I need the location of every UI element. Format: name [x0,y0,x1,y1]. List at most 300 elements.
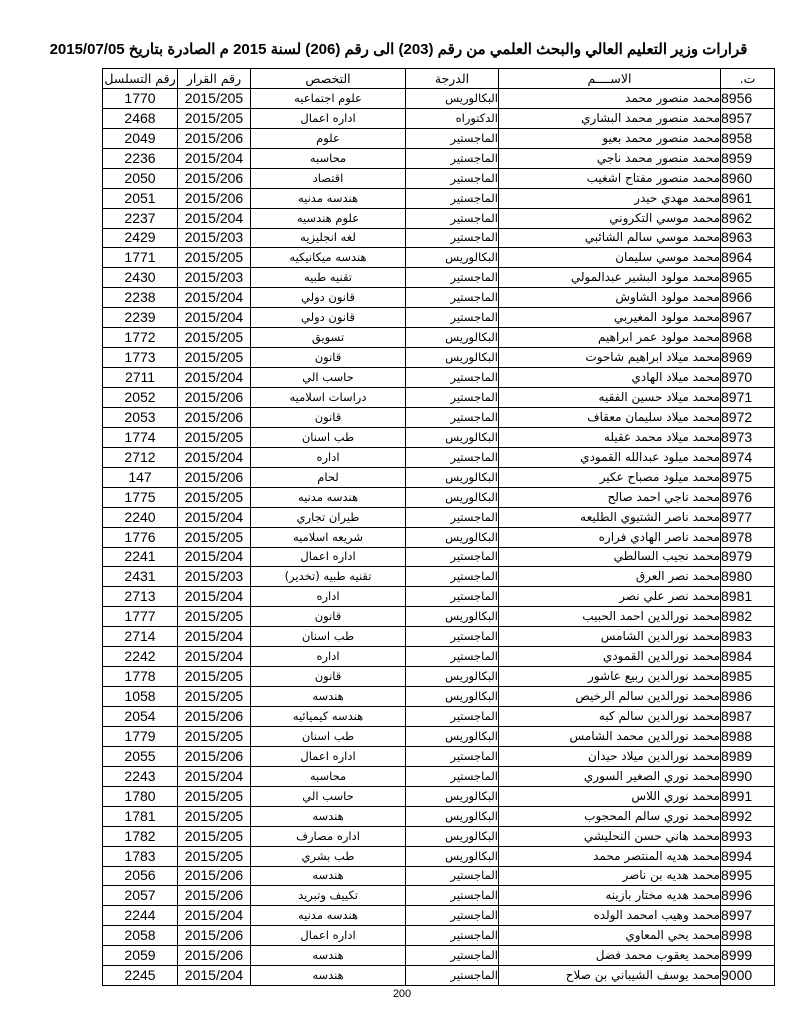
row-number-cell: 8969 [721,348,775,368]
row-number-cell: 8983 [721,627,775,647]
specialization-cell: هندسه [251,966,406,986]
table-row [103,308,775,328]
specialization-cell: تقنيه طبيه (تخدير) [251,567,406,587]
degree-cell: الماجستير [406,647,499,667]
specialization-cell: اداره اعمال [251,746,406,766]
person-name-cell: محمد منصور محمد بعيو [499,128,721,148]
decision-number-cell: 2015/205 [178,487,251,507]
decision-number-cell: 2015/204 [178,587,251,607]
decision-number-cell: 2015/205 [178,108,251,128]
decision-number-cell: 2015/205 [178,846,251,866]
serial-number-cell: 2057 [103,886,178,906]
person-name-cell: محمد يعقوب محمد فضل [499,946,721,966]
row-number-cell: 8966 [721,288,775,308]
person-name-cell: محمد منصور محمد البشاري [499,108,721,128]
specialization-cell: هندسه [251,946,406,966]
table-row [103,248,775,268]
person-name-cell: محمد نورالدين سالم كبه [499,707,721,727]
row-number-cell: 8984 [721,647,775,667]
degree-cell: البكالوريس [406,786,499,806]
degree-cell: الماجستير [406,926,499,946]
row-number-cell: 8977 [721,507,775,527]
row-number-cell: 8968 [721,328,775,348]
degree-cell: الماجستير [406,388,499,408]
serial-number-cell: 2712 [103,447,178,467]
row-number-cell: 8962 [721,208,775,228]
decision-number-cell: 2015/204 [178,148,251,168]
document-title: قرارات وزير التعليم العالي والبحث العلمي من رقم (203) الى رقم (206) لسنة 2015 م الصادرة بتاريخ 2015/07/05 [49,41,748,58]
degree-cell: الماجستير [406,866,499,886]
specialization-cell: لغه انجليزيه [251,228,406,248]
person-name-cell: محمد نوري اللاس [499,786,721,806]
person-name-cell: محمد نوري الصغير السوري [499,766,721,786]
header-name: الاســــم [499,69,721,89]
table-row [103,866,775,886]
header-specialization: التخصص [251,69,406,89]
specialization-cell: علوم هندسيه [251,208,406,228]
row-number-cell: 8999 [721,946,775,966]
person-name-cell: محمد نورالدين احمد الحبيب [499,607,721,627]
serial-number-cell: 2054 [103,707,178,727]
person-name-cell: محمد مولود عمر ابراهيم [499,328,721,348]
serial-number-cell: 2240 [103,507,178,527]
decision-number-cell: 2015/205 [178,607,251,627]
table-row [103,268,775,288]
table-row [103,507,775,527]
decision-number-cell: 2015/205 [178,786,251,806]
degree-cell: البكالوريس [406,846,499,866]
person-name-cell: محمد موسي سالم الشائبي [499,228,721,248]
serial-number-cell: 2245 [103,966,178,986]
decision-number-cell: 2015/204 [178,627,251,647]
row-number-cell: 8967 [721,308,775,328]
table-row [103,567,775,587]
decision-number-cell: 2015/206 [178,946,251,966]
decision-number-cell: 2015/206 [178,926,251,946]
degree-cell: الماجستير [406,268,499,288]
table-row [103,746,775,766]
serial-number-cell: 1783 [103,846,178,866]
row-number-cell: 8997 [721,906,775,926]
serial-number-cell: 2244 [103,906,178,926]
table-row [103,966,775,986]
decision-number-cell: 2015/203 [178,228,251,248]
degree-cell: الماجستير [406,627,499,647]
degree-cell: الماجستير [406,148,499,168]
degree-cell: الماجستير [406,547,499,567]
decision-number-cell: 2015/206 [178,707,251,727]
degree-cell: الماجستير [406,168,499,188]
serial-number-cell: 2049 [103,128,178,148]
page-number: 200 [392,988,412,1000]
degree-cell: البكالوريس [406,726,499,746]
row-number-cell: 8973 [721,427,775,447]
specialization-cell: طب اسنان [251,627,406,647]
row-number-cell: 8960 [721,168,775,188]
serial-number-cell: 2711 [103,368,178,388]
person-name-cell: محمد ميلاد سليمان معقاف [499,407,721,427]
specialization-cell: هندسه مدنيه [251,906,406,926]
degree-cell: الماجستير [406,766,499,786]
specialization-cell: اداره [251,647,406,667]
decision-number-cell: 2015/205 [178,667,251,687]
serial-number-cell: 1773 [103,348,178,368]
table-row [103,806,775,826]
decision-number-cell: 2015/204 [178,208,251,228]
table-row [103,128,775,148]
specialization-cell: لحام [251,467,406,487]
degree-cell: الماجستير [406,946,499,966]
table-row [103,766,775,786]
specialization-cell: تسويق [251,328,406,348]
degree-cell: الماجستير [406,208,499,228]
decision-number-cell: 2015/203 [178,567,251,587]
degree-cell: الماجستير [406,188,499,208]
specialization-cell: هندسه [251,806,406,826]
row-number-cell: 8958 [721,128,775,148]
person-name-cell: محمد وهيب امحمد الولده [499,906,721,926]
person-name-cell: محمد موسي سليمان [499,248,721,268]
row-number-cell: 8956 [721,88,775,108]
person-name-cell: محمد نجيب السالطي [499,547,721,567]
serial-number-cell: 1779 [103,726,178,746]
decision-number-cell: 2015/204 [178,906,251,926]
person-name-cell: محمد يوسف الشيباني بن صلاح [499,966,721,986]
decision-number-cell: 2015/204 [178,647,251,667]
row-number-cell: 8994 [721,846,775,866]
decision-number-cell: 2015/206 [178,886,251,906]
specialization-cell: هندسه [251,687,406,707]
row-number-cell: 8990 [721,766,775,786]
header-no: ت. [721,69,775,89]
person-name-cell: محمد ميلاد الهادي [499,368,721,388]
table-row [103,846,775,866]
serial-number-cell: 2242 [103,647,178,667]
person-name-cell: محمد نورالدين سالم الرخيص [499,687,721,707]
specialization-cell: تكييف وتبريد [251,886,406,906]
person-name-cell: محمد هديه بن ناصر [499,866,721,886]
serial-number-cell: 2429 [103,228,178,248]
row-number-cell: 8965 [721,268,775,288]
specialization-cell: اداره مصارف [251,826,406,846]
serial-number-cell: 2431 [103,567,178,587]
decision-number-cell: 2015/206 [178,128,251,148]
row-number-cell: 8986 [721,687,775,707]
decision-number-cell: 2015/204 [178,447,251,467]
serial-number-cell: 2056 [103,866,178,886]
person-name-cell: محمد مولود البشير عبدالمولي [499,268,721,288]
degree-cell: البكالوريس [406,607,499,627]
table-row [103,407,775,427]
table-row [103,926,775,946]
degree-cell: الماجستير [406,288,499,308]
serial-number-cell: 2237 [103,208,178,228]
person-name-cell: محمد مولود الشاوش [499,288,721,308]
person-name-cell: محمد نوري سالم المحجوب [499,806,721,826]
decision-number-cell: 2015/206 [178,866,251,886]
person-name-cell: محمد ميلاد حسين الفقيه [499,388,721,408]
person-name-cell: محمد ناصر الشتيوي الطليعه [499,507,721,527]
row-number-cell: 8970 [721,368,775,388]
degree-cell: البكالوريس [406,348,499,368]
serial-number-cell: 1778 [103,667,178,687]
decision-number-cell: 2015/204 [178,308,251,328]
specialization-cell: هندسه [251,866,406,886]
table-row [103,527,775,547]
serial-number-cell: 2051 [103,188,178,208]
table-row [103,786,775,806]
specialization-cell: علوم اجتماعيه [251,88,406,108]
degree-cell: البكالوريس [406,487,499,507]
specialization-cell: هندسه مدنيه [251,487,406,507]
table-row [103,388,775,408]
person-name-cell: محمد نورالدين ميلاد حيدان [499,746,721,766]
row-number-cell: 8979 [721,547,775,567]
degree-cell: البكالوريس [406,328,499,348]
serial-number-cell: 2714 [103,627,178,647]
table-row [103,188,775,208]
serial-number-cell: 2053 [103,407,178,427]
specialization-cell: هندسه ميكانيكيه [251,248,406,268]
degree-cell: الدكتوراه [406,108,499,128]
serial-number-cell: 2236 [103,148,178,168]
person-name-cell: محمد ميلود عبدالله القمودي [499,447,721,467]
specialization-cell: طب بشري [251,846,406,866]
specialization-cell: اداره اعمال [251,547,406,567]
table-row [103,168,775,188]
specialization-cell: محاسبه [251,766,406,786]
serial-number-cell: 1775 [103,487,178,507]
specialization-cell: دراسات اسلاميه [251,388,406,408]
decision-number-cell: 2015/204 [178,288,251,308]
header-degree: الدرجة [406,69,499,89]
table-row [103,148,775,168]
serial-number-cell: 2241 [103,547,178,567]
serial-number-cell: 2243 [103,766,178,786]
degree-cell: الماجستير [406,906,499,926]
decision-number-cell: 2015/205 [178,348,251,368]
degree-cell: البكالوريس [406,806,499,826]
serial-number-cell: 1777 [103,607,178,627]
serial-number-cell: 1776 [103,527,178,547]
row-number-cell: 8971 [721,388,775,408]
specialization-cell: اداره [251,587,406,607]
table-row [103,587,775,607]
serial-number-cell: 2059 [103,946,178,966]
degree-cell: الماجستير [406,587,499,607]
table-row [103,826,775,846]
specialization-cell: هندسه مدنيه [251,188,406,208]
decision-number-cell: 2015/206 [178,407,251,427]
table-row [103,946,775,966]
row-number-cell: 9000 [721,966,775,986]
degree-cell: البكالوريس [406,667,499,687]
degree-cell: الماجستير [406,507,499,527]
table-row [103,447,775,467]
decision-number-cell: 2015/205 [178,527,251,547]
row-number-cell: 8998 [721,926,775,946]
degree-cell: الماجستير [406,308,499,328]
person-name-cell: محمد منصور محمد [499,88,721,108]
specialization-cell: قانون [251,607,406,627]
table-row [103,906,775,926]
row-number-cell: 8961 [721,188,775,208]
person-name-cell: محمد هديه المنتصر محمد [499,846,721,866]
serial-number-cell: 2713 [103,587,178,607]
decision-number-cell: 2015/204 [178,368,251,388]
table-row [103,108,775,128]
specialization-cell: قانون دولي [251,288,406,308]
serial-number-cell: 2058 [103,926,178,946]
table-header-row [103,69,775,89]
degree-cell: الماجستير [406,746,499,766]
degree-cell: الماجستير [406,407,499,427]
serial-number-cell: 1781 [103,806,178,826]
table-row [103,467,775,487]
decision-number-cell: 2015/205 [178,88,251,108]
specialization-cell: اداره اعمال [251,108,406,128]
decision-number-cell: 2015/205 [178,687,251,707]
table-row [103,627,775,647]
degree-cell: البكالوريس [406,687,499,707]
table-row [103,228,775,248]
decision-number-cell: 2015/205 [178,248,251,268]
specialization-cell: اداره اعمال [251,926,406,946]
decision-number-cell: 2015/204 [178,966,251,986]
degree-cell: البكالوريس [406,826,499,846]
person-name-cell: محمد منصور مفتاح اشغيب [499,168,721,188]
degree-cell: البكالوريس [406,248,499,268]
row-number-cell: 8992 [721,806,775,826]
decision-number-cell: 2015/205 [178,328,251,348]
person-name-cell: محمد موسي التكروني [499,208,721,228]
table-row [103,687,775,707]
row-number-cell: 8976 [721,487,775,507]
table-row [103,288,775,308]
specialization-cell: اقتصاد [251,168,406,188]
header-decision-number: رقم القرار [178,69,251,89]
decision-number-cell: 2015/206 [178,188,251,208]
serial-number-cell: 2468 [103,108,178,128]
table-row [103,547,775,567]
degree-cell: الماجستير [406,567,499,587]
table-row [103,208,775,228]
row-number-cell: 8991 [721,786,775,806]
decision-number-cell: 2015/205 [178,726,251,746]
table-row [103,707,775,727]
table-row [103,726,775,746]
specialization-cell: شريعه اسلاميه [251,527,406,547]
specialization-cell: طب اسنان [251,726,406,746]
serial-number-cell: 1774 [103,427,178,447]
degree-cell: الماجستير [406,447,499,467]
person-name-cell: محمد منصور محمد ناجي [499,148,721,168]
person-name-cell: محمد مولود المغيربي [499,308,721,328]
specialization-cell: تقنيه طبيه [251,268,406,288]
person-name-cell: محمد ميلاد محمد عقيله [499,427,721,447]
row-number-cell: 8996 [721,886,775,906]
person-name-cell: محمد نورالدين محمد الشامس [499,726,721,746]
decision-number-cell: 2015/206 [178,467,251,487]
person-name-cell: محمد نصر علي نصر [499,587,721,607]
decision-number-cell: 2015/204 [178,507,251,527]
row-number-cell: 8964 [721,248,775,268]
row-number-cell: 8981 [721,587,775,607]
person-name-cell: محمد ميلود مصباح عكير [499,467,721,487]
person-name-cell: محمد ناصر الهادي فراره [499,527,721,547]
person-name-cell: محمد نورالدين القمودي [499,647,721,667]
specialization-cell: علوم [251,128,406,148]
decision-number-cell: 2015/205 [178,826,251,846]
row-number-cell: 8995 [721,866,775,886]
serial-number-cell: 1771 [103,248,178,268]
row-number-cell: 8980 [721,567,775,587]
degree-cell: البكالوريس [406,427,499,447]
serial-number-cell: 1058 [103,687,178,707]
specialization-cell: هندسه كيميائيه [251,707,406,727]
row-number-cell: 8963 [721,228,775,248]
table-body [103,88,775,985]
decision-number-cell: 2015/206 [178,746,251,766]
row-number-cell: 8989 [721,746,775,766]
table-row [103,88,775,108]
serial-number-cell: 1782 [103,826,178,846]
serial-number-cell: 1770 [103,88,178,108]
row-number-cell: 8978 [721,527,775,547]
row-number-cell: 8987 [721,707,775,727]
table-row [103,647,775,667]
table-row [103,328,775,348]
person-name-cell: محمد هديه مختار بازينه [499,886,721,906]
table-row [103,348,775,368]
decision-number-cell: 2015/206 [178,388,251,408]
specialization-cell: اداره [251,447,406,467]
serial-number-cell: 2050 [103,168,178,188]
table-row [103,487,775,507]
decision-number-cell: 2015/205 [178,427,251,447]
serial-number-cell: 2239 [103,308,178,328]
degree-cell: البكالوريس [406,88,499,108]
row-number-cell: 8985 [721,667,775,687]
serial-number-cell: 1780 [103,786,178,806]
table-row [103,607,775,627]
decision-number-cell: 2015/203 [178,268,251,288]
specialization-cell: طب اسنان [251,427,406,447]
specialization-cell: حاسب الي [251,786,406,806]
degree-cell: الماجستير [406,368,499,388]
serial-number-cell: 2238 [103,288,178,308]
person-name-cell: محمد نصر العرق [499,567,721,587]
table-row [103,667,775,687]
table-row [103,368,775,388]
serial-number-cell: 2430 [103,268,178,288]
specialization-cell: قانون دولي [251,308,406,328]
degree-cell: الماجستير [406,886,499,906]
serial-number-cell: 2055 [103,746,178,766]
serial-number-cell: 2052 [103,388,178,408]
degree-cell: الماجستير [406,128,499,148]
specialization-cell: محاسبه [251,148,406,168]
person-name-cell: محمد مهدي حيدر [499,188,721,208]
row-number-cell: 8993 [721,826,775,846]
row-number-cell: 8972 [721,407,775,427]
decisions-table [102,68,775,986]
row-number-cell: 8957 [721,108,775,128]
person-name-cell: محمد نورالدين ربيع عاشور [499,667,721,687]
table-row [103,427,775,447]
degree-cell: الماجستير [406,966,499,986]
person-name-cell: محمد ناجي احمد صالح [499,487,721,507]
